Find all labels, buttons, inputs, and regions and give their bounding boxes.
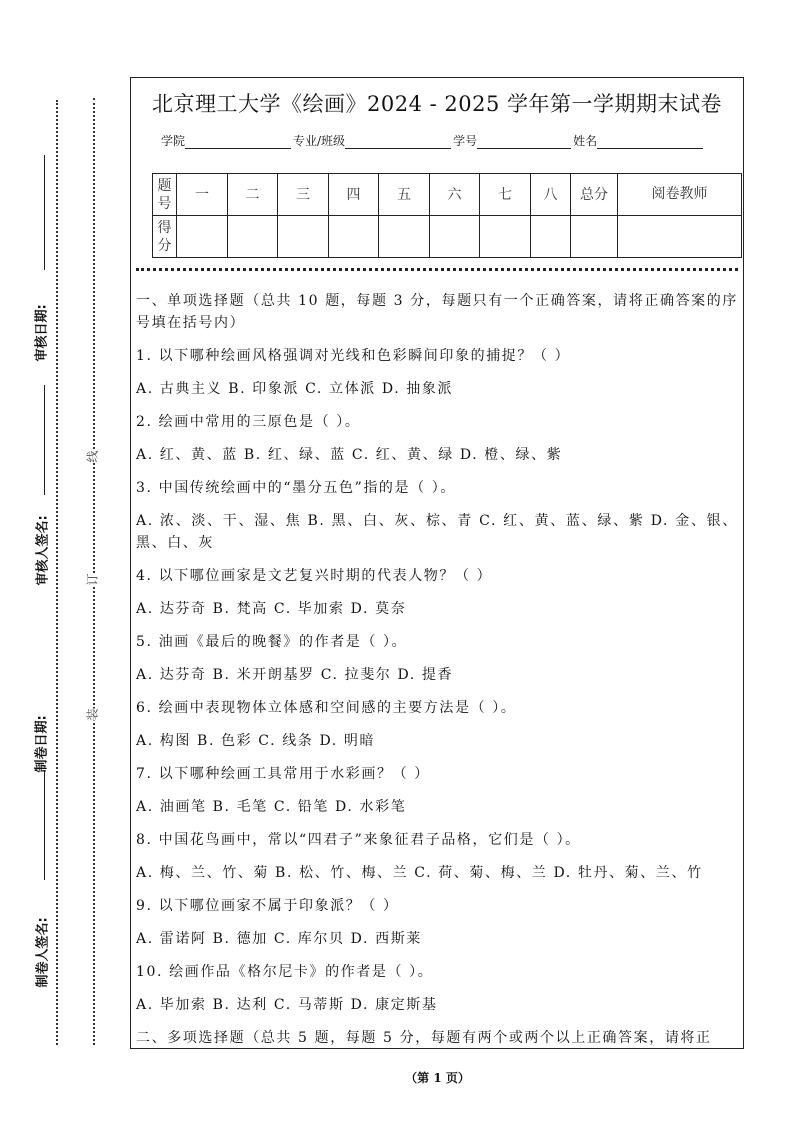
score-cell[interactable] (480, 216, 531, 258)
maker-signature-line (44, 773, 45, 873)
col-1: 一 (177, 174, 228, 216)
score-cell[interactable] (571, 216, 618, 258)
score-row-header: 得分 (153, 216, 177, 258)
college-label: 学院 (161, 134, 186, 148)
col-5: 五 (379, 174, 430, 216)
reviewer-date-line (44, 155, 45, 270)
binding-line (93, 98, 95, 1045)
college-field[interactable] (185, 134, 291, 149)
answer-options: A. 浓、淡、干、湿、焦 B. 黑、白、灰、棕、青 C. 红、黄、蓝、绿、紫 D. 金、银、黑、白、灰 (136, 513, 738, 551)
col-total: 总分 (571, 174, 618, 216)
answer-options: A. 古典主义 B. 印象派 C. 立体派 D. 抽象派 (136, 381, 454, 397)
question-text: 3. 中国传统绘画中的“墨分五色”指的是（ ）。 (136, 480, 456, 496)
binding-mark-bind: 装 (85, 708, 100, 721)
col-4: 四 (329, 174, 379, 216)
score-cell[interactable] (379, 216, 430, 258)
question-text: 10. 绘画作品《格尔尼卡》的作者是（ ）。 (136, 964, 434, 980)
maker-date-label: 制卷日期: (34, 715, 50, 773)
answer-options: A. 达芬奇 B. 梵高 C. 毕加索 D. 莫奈 (136, 601, 407, 617)
question-text: 9. 以下哪位画家不属于印象派？（ ） (136, 898, 399, 914)
score-cell[interactable] (430, 216, 480, 258)
page-title: 北京理工大学《绘画》2024 - 2025 学年第一学期期末试卷 (151, 92, 722, 116)
question-text: 7. 以下哪种绘画工具常用于水彩画？（ ） (136, 766, 430, 782)
reviewer-date-label: 审核日期: (34, 304, 50, 362)
col-7: 七 (480, 174, 531, 216)
page-number: （第 1 页） (405, 1071, 470, 1085)
col-grader: 阅卷教师 (618, 174, 742, 216)
answer-options: A. 红、黄、蓝 B. 红、绿、蓝 C. 红、黄、绿 D. 橙、绿、紫 (136, 447, 563, 463)
questions (136, 290, 738, 1060)
question-text: 6. 绘画中表现物体立体感和空间感的主要方法是（ ）。 (136, 700, 517, 716)
question-number-header: 题号 (153, 174, 177, 216)
question-text: 2. 绘画中常用的三原色是（ ）。 (136, 414, 361, 430)
score-table (152, 173, 742, 258)
major-class-label: 专业/班级 (293, 134, 346, 148)
dotted-separator (136, 268, 738, 271)
binding-mark-staple: 订 (85, 573, 100, 586)
col-6: 六 (430, 174, 480, 216)
maker-signature-label: 制卷人签名: (35, 917, 51, 988)
answer-options: A. 梅、兰、竹、菊 B. 松、竹、梅、兰 C. 荷、菊、梅、兰 D. 牡丹、菊、兰、竹 (136, 865, 703, 881)
reviewer-signature-label: 审核人签名: (35, 515, 51, 586)
question-text: 8. 中国花鸟画中，常以“四君子”来象征君子品格，它们是（ ）。 (136, 832, 581, 848)
col-3: 三 (278, 174, 329, 216)
answer-options: A. 达芬奇 B. 米开朗基罗 C. 拉斐尔 D. 提香 (136, 667, 454, 683)
name-field[interactable] (597, 134, 703, 149)
answer-options: A. 构图 B. 色彩 C. 线条 D. 明暗 (136, 733, 376, 749)
question-text: 1. 以下哪种绘画风格强调对光线和色彩瞬间印象的捕捉？（ ） (136, 348, 571, 364)
student-id-field[interactable] (477, 134, 571, 149)
student-info (161, 132, 705, 149)
score-cell[interactable] (329, 216, 379, 258)
col-8: 八 (531, 174, 571, 216)
major-class-field[interactable] (345, 134, 451, 149)
question-text: 4. 以下哪位画家是文艺复兴时期的代表人物？（ ） (136, 568, 493, 584)
answer-options: A. 毕加索 B. 达利 C. 马蒂斯 D. 康定斯基 (136, 997, 438, 1013)
score-cell[interactable] (531, 216, 571, 258)
exam-frame (130, 77, 744, 1049)
section-heading: 二、多项选择题（总共 5 题，每题 5 分，每题有两个或两个以上正确答案，请将正 (136, 1030, 712, 1046)
score-cell[interactable] (618, 216, 742, 258)
question-text: 5. 油画《最后的晚餐》的作者是（ ）。 (136, 634, 408, 650)
score-cell[interactable] (228, 216, 278, 258)
score-cell[interactable] (177, 216, 228, 258)
answer-options: A. 油画笔 B. 毛笔 C. 铅笔 D. 水彩笔 (136, 799, 407, 815)
answer-options: A. 雷诺阿 B. 德加 C. 库尔贝 D. 西斯莱 (136, 931, 422, 947)
reviewer-signature-line (44, 385, 45, 495)
student-id-label: 学号 (453, 134, 478, 148)
outer-cut-line (56, 100, 58, 1045)
col-2: 二 (228, 174, 278, 216)
score-cell[interactable] (278, 216, 329, 258)
section-heading: 一、单项选择题（总共 10 题，每题 3 分，每题只有一个正确答案，请将正确答案的序号填在括号内） (136, 293, 738, 331)
name-label: 姓名 (573, 134, 598, 148)
binding-mark-line: 线 (85, 450, 100, 463)
